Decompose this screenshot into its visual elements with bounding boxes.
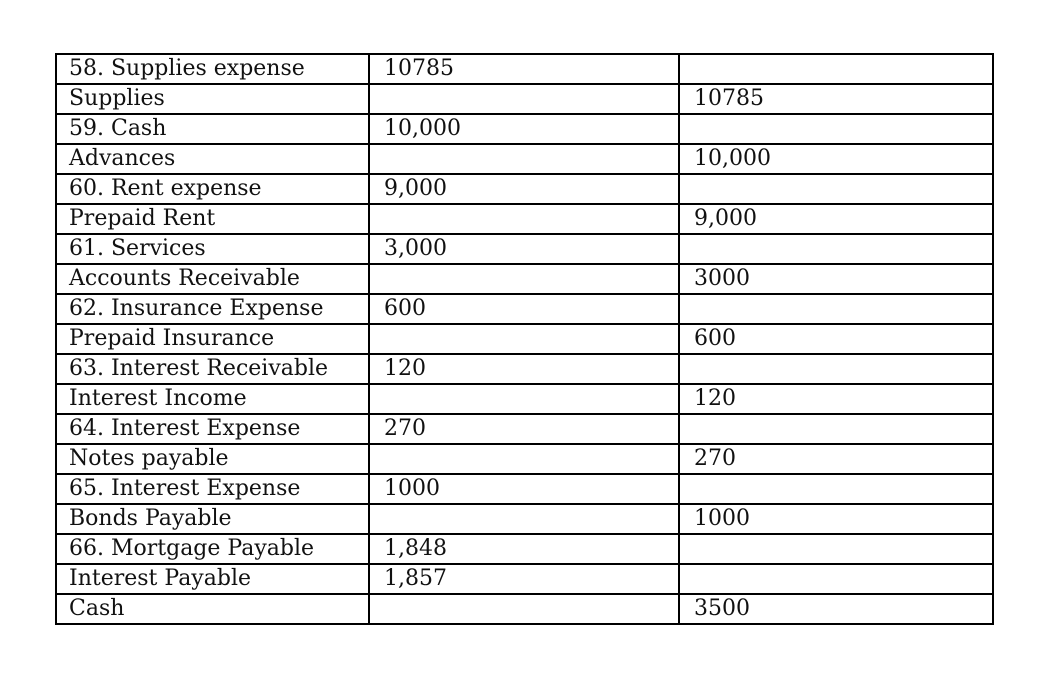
table-row xyxy=(56,534,993,564)
account-cell: Cash xyxy=(56,594,369,624)
debit-cell: 9,000 xyxy=(369,174,679,204)
table-row xyxy=(56,564,993,594)
table-row xyxy=(56,54,993,84)
debit-cell xyxy=(369,384,679,414)
account-cell: 60. Rent expense xyxy=(56,174,369,204)
table-row xyxy=(56,264,993,294)
account-cell: 58. Supplies expense xyxy=(56,54,369,84)
debit-cell: 1,848 xyxy=(369,534,679,564)
account-cell: Interest Income xyxy=(56,384,369,414)
credit-cell xyxy=(679,354,993,384)
table-row xyxy=(56,594,993,624)
account-cell: 66. Mortgage Payable xyxy=(56,534,369,564)
credit-cell xyxy=(679,534,993,564)
account-cell: Prepaid Rent xyxy=(56,204,369,234)
credit-cell xyxy=(679,564,993,594)
credit-cell xyxy=(679,234,993,264)
table-row xyxy=(56,474,993,504)
credit-cell: 1000 xyxy=(679,504,993,534)
account-cell: Notes payable xyxy=(56,444,369,474)
table-row xyxy=(56,324,993,354)
debit-cell: 1000 xyxy=(369,474,679,504)
account-cell: Advances xyxy=(56,144,369,174)
debit-cell: 3,000 xyxy=(369,234,679,264)
debit-cell: 10,000 xyxy=(369,114,679,144)
table-row xyxy=(56,414,993,444)
account-cell: 59. Cash xyxy=(56,114,369,144)
debit-cell xyxy=(369,264,679,294)
account-cell: Bonds Payable xyxy=(56,504,369,534)
table-row xyxy=(56,174,993,204)
credit-cell xyxy=(679,174,993,204)
credit-cell: 10,000 xyxy=(679,144,993,174)
account-cell: 63. Interest Receivable xyxy=(56,354,369,384)
account-cell: Accounts Receivable xyxy=(56,264,369,294)
account-cell: Supplies xyxy=(56,84,369,114)
credit-cell: 270 xyxy=(679,444,993,474)
table-row xyxy=(56,444,993,474)
debit-cell: 10785 xyxy=(369,54,679,84)
account-cell: 64. Interest Expense xyxy=(56,414,369,444)
table-row xyxy=(56,114,993,144)
debit-cell: 600 xyxy=(369,294,679,324)
debit-cell xyxy=(369,444,679,474)
credit-cell xyxy=(679,294,993,324)
debit-cell xyxy=(369,504,679,534)
credit-cell: 3000 xyxy=(679,264,993,294)
table-row xyxy=(56,234,993,264)
table-row xyxy=(56,504,993,534)
account-cell: 61. Services xyxy=(56,234,369,264)
credit-cell xyxy=(679,474,993,504)
debit-cell: 270 xyxy=(369,414,679,444)
credit-cell xyxy=(679,414,993,444)
table-row xyxy=(56,84,993,114)
table-row xyxy=(56,384,993,414)
credit-cell: 10785 xyxy=(679,84,993,114)
account-cell: 65. Interest Expense xyxy=(56,474,369,504)
credit-cell: 600 xyxy=(679,324,993,354)
debit-cell xyxy=(369,144,679,174)
table-row xyxy=(56,204,993,234)
credit-cell: 120 xyxy=(679,384,993,414)
debit-cell xyxy=(369,594,679,624)
debit-cell xyxy=(369,84,679,114)
debit-cell xyxy=(369,204,679,234)
debit-cell xyxy=(369,324,679,354)
credit-cell: 3500 xyxy=(679,594,993,624)
credit-cell xyxy=(679,54,993,84)
journal-entries-table xyxy=(55,53,994,625)
journal-entries-body xyxy=(56,54,993,624)
account-cell: Interest Payable xyxy=(56,564,369,594)
debit-cell: 1,857 xyxy=(369,564,679,594)
debit-cell: 120 xyxy=(369,354,679,384)
account-cell: Prepaid Insurance xyxy=(56,324,369,354)
credit-cell: 9,000 xyxy=(679,204,993,234)
table-row xyxy=(56,294,993,324)
account-cell: 62. Insurance Expense xyxy=(56,294,369,324)
credit-cell xyxy=(679,114,993,144)
table-row xyxy=(56,354,993,384)
table-row xyxy=(56,144,993,174)
